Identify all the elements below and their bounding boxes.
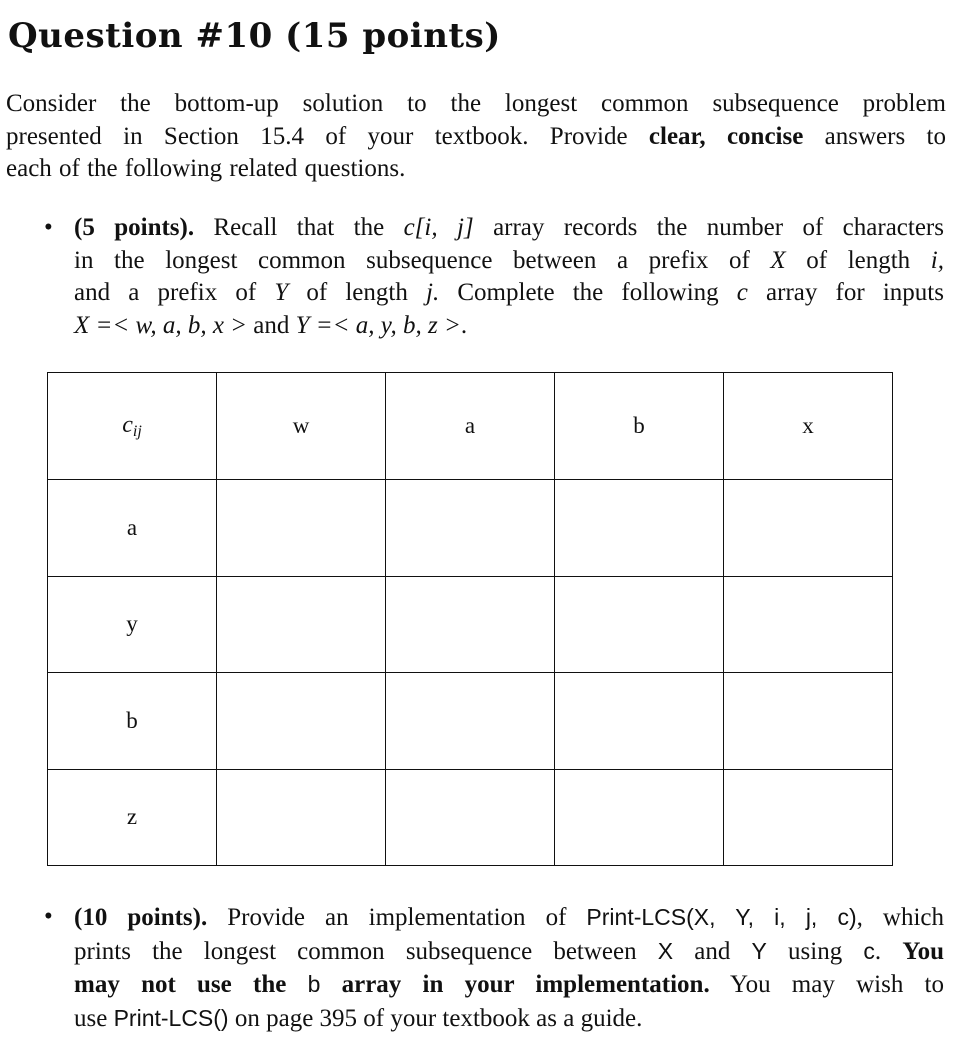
empty-cell[interactable] [217, 480, 386, 576]
empty-cell[interactable] [386, 769, 555, 865]
empty-cell[interactable] [724, 480, 893, 576]
bullet2-line-1: (10 points). Provide an implementation of Print-LCS(X, Y, i, j, c), which [74, 904, 945, 931]
bullet2-line-3: may not use the b array in your implementation. You may wish to [74, 971, 944, 998]
bullet1-line-3: and a prefix of Y of length j. Complete the following c array for inputs [74, 279, 944, 306]
emphasis-clear-concise: clear, concise [648, 122, 804, 150]
table-row [48, 480, 893, 576]
points-label: (10 points). [74, 904, 208, 931]
empty-cell[interactable] [724, 673, 893, 769]
table-row [48, 769, 893, 865]
column-header: w [217, 373, 386, 480]
intro-line-3: each of the following related questions. [6, 155, 406, 182]
empty-cell[interactable] [555, 673, 724, 769]
empty-cell[interactable] [386, 480, 555, 576]
empty-cell[interactable] [386, 576, 555, 672]
empty-cell[interactable] [555, 576, 724, 672]
table-row [48, 673, 893, 769]
column-header: b [555, 373, 724, 480]
empty-cell[interactable] [217, 576, 386, 672]
code-print-lcs-ref: Print-LCS() [113, 1004, 229, 1031]
bullet2-line-2: prints the longest common subsequence between X and Y using c. You [74, 937, 944, 965]
math-c-ij: c[i, j] [403, 214, 474, 241]
row-header: b [48, 673, 217, 769]
row-header: z [48, 769, 217, 865]
bullet-icon: • [44, 214, 53, 241]
bullet-item-1 [44, 212, 944, 342]
intro-line-2: presented in Section 15.4 of your textbook. Provide clear, concise answers to [6, 122, 946, 150]
bullet1-line-4: X =< w, a, b, x > and Y =< a, y, b, z >. [74, 311, 468, 339]
column-header: a [386, 373, 555, 480]
column-header: x [724, 373, 893, 480]
math-x-sequence: X =< w, a, b, x > [74, 311, 248, 339]
math-y-sequence: Y =< a, y, b, z > [295, 311, 461, 339]
bullet1-line-2: in the longest common subsequence between a prefix of X of length i, [74, 246, 944, 274]
empty-cell[interactable] [217, 673, 386, 769]
empty-cell[interactable] [555, 769, 724, 865]
table-corner-cell: $c_{ij}$ [48, 373, 217, 480]
row-header: y [48, 576, 217, 672]
bullet2-line-4: use Print-LCS() on page 395 of your textbook as a guide. [74, 1004, 643, 1032]
points-label: (5 points). [74, 214, 195, 241]
code-print-lcs: Print-LCS(X, Y, i, j, c) [586, 904, 857, 930]
intro-line-1: Consider the bottom-up solution to the longest common subsequence problem [6, 90, 946, 117]
intro-paragraph [6, 88, 946, 186]
empty-cell[interactable] [386, 673, 555, 769]
c-array-table [47, 372, 893, 866]
empty-cell[interactable] [555, 480, 724, 576]
table-row [48, 576, 893, 672]
table-header-row [48, 373, 893, 480]
bullet1-line-1: (5 points). Recall that the c[i, j] array records the number of characters [74, 214, 944, 241]
bullet-item-2 [44, 901, 945, 1035]
empty-cell[interactable] [724, 769, 893, 865]
empty-cell[interactable] [217, 769, 386, 865]
bullet-icon: • [44, 903, 53, 930]
row-header: a [48, 480, 217, 576]
empty-cell[interactable] [724, 576, 893, 672]
question-title: Question #10 (15 points) [8, 16, 501, 56]
